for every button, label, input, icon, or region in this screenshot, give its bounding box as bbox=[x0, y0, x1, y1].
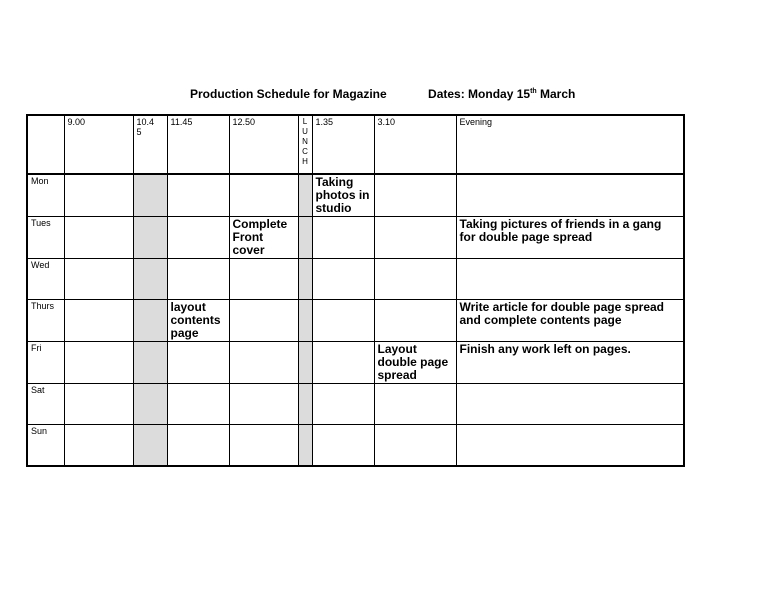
header-310: 3.10 bbox=[374, 115, 456, 174]
cell-1145 bbox=[167, 342, 229, 384]
header-1250: 12.50 bbox=[229, 115, 298, 174]
cell-lunch bbox=[298, 174, 312, 217]
cell-1145: layout contents page bbox=[167, 300, 229, 342]
cell-1045 bbox=[133, 425, 167, 467]
table-row bbox=[27, 259, 684, 300]
header-1045: 10.4 5 bbox=[133, 115, 167, 174]
table-row bbox=[27, 384, 684, 425]
dates-prefix: Dates: Monday 15 bbox=[428, 87, 531, 101]
dates-suffix: March bbox=[536, 87, 576, 101]
table-row bbox=[27, 217, 684, 259]
schedule-table bbox=[26, 114, 685, 467]
cell-1045 bbox=[133, 384, 167, 425]
cell-evening bbox=[456, 425, 684, 467]
cell-lunch bbox=[298, 259, 312, 300]
cell-135: Taking photos in studio bbox=[312, 174, 374, 217]
cell-1145 bbox=[167, 259, 229, 300]
page-title bbox=[190, 87, 575, 101]
header-evening: Evening bbox=[456, 115, 684, 174]
cell-evening bbox=[456, 259, 684, 300]
schedule-title: Production Schedule for Magazine bbox=[190, 87, 387, 101]
header-row bbox=[27, 115, 684, 174]
day-label: Sat bbox=[27, 384, 64, 425]
cell-1250 bbox=[229, 384, 298, 425]
cell-900 bbox=[64, 342, 133, 384]
cell-evening bbox=[456, 384, 684, 425]
cell-1250 bbox=[229, 342, 298, 384]
day-label: Mon bbox=[27, 174, 64, 217]
cell-135 bbox=[312, 342, 374, 384]
table-row bbox=[27, 342, 684, 384]
lunch-letter: U bbox=[302, 127, 308, 136]
cell-900 bbox=[64, 259, 133, 300]
cell-1145 bbox=[167, 217, 229, 259]
cell-1250 bbox=[229, 174, 298, 217]
day-label: Sun bbox=[27, 425, 64, 467]
corner-cell bbox=[27, 115, 64, 174]
cell-1250 bbox=[229, 259, 298, 300]
day-label: Tues bbox=[27, 217, 64, 259]
cell-900 bbox=[64, 217, 133, 259]
table-row bbox=[27, 300, 684, 342]
cell-evening: Taking pictures of friends in a gang for double page spread bbox=[456, 217, 684, 259]
cell-135 bbox=[312, 217, 374, 259]
cell-900 bbox=[64, 425, 133, 467]
cell-310 bbox=[374, 425, 456, 467]
lunch-letter: C bbox=[302, 147, 308, 156]
cell-1045 bbox=[133, 217, 167, 259]
cell-lunch bbox=[298, 217, 312, 259]
header-135: 1.35 bbox=[312, 115, 374, 174]
cell-evening: Write article for double page spread and complete contents page bbox=[456, 300, 684, 342]
lunch-letter: N bbox=[302, 137, 308, 146]
cell-900 bbox=[64, 300, 133, 342]
cell-1250 bbox=[229, 300, 298, 342]
header-lunch bbox=[298, 115, 312, 174]
cell-lunch bbox=[298, 384, 312, 425]
cell-1145 bbox=[167, 174, 229, 217]
cell-1145 bbox=[167, 425, 229, 467]
dates-ordinal: th bbox=[530, 88, 537, 95]
cell-1045 bbox=[133, 174, 167, 217]
cell-lunch bbox=[298, 342, 312, 384]
lunch-letter: H bbox=[302, 157, 308, 166]
cell-evening: Finish any work left on pages. bbox=[456, 342, 684, 384]
cell-310 bbox=[374, 174, 456, 217]
cell-1045 bbox=[133, 300, 167, 342]
cell-900 bbox=[64, 384, 133, 425]
table-row bbox=[27, 425, 684, 467]
cell-1145 bbox=[167, 384, 229, 425]
header-900: 9.00 bbox=[64, 115, 133, 174]
day-label: Wed bbox=[27, 259, 64, 300]
cell-135 bbox=[312, 259, 374, 300]
cell-135 bbox=[312, 300, 374, 342]
schedule-dates bbox=[428, 87, 575, 101]
cell-310 bbox=[374, 300, 456, 342]
cell-1045 bbox=[133, 342, 167, 384]
table-row bbox=[27, 174, 684, 217]
cell-135 bbox=[312, 425, 374, 467]
cell-1250: Complete Front cover bbox=[229, 217, 298, 259]
day-label: Thurs bbox=[27, 300, 64, 342]
cell-310 bbox=[374, 259, 456, 300]
cell-900 bbox=[64, 174, 133, 217]
lunch-letter: L bbox=[302, 117, 308, 126]
cell-1250 bbox=[229, 425, 298, 467]
cell-310 bbox=[374, 384, 456, 425]
cell-310: Layout double page spread bbox=[374, 342, 456, 384]
cell-1045 bbox=[133, 259, 167, 300]
cell-135 bbox=[312, 384, 374, 425]
cell-310 bbox=[374, 217, 456, 259]
cell-lunch bbox=[298, 300, 312, 342]
day-label: Fri bbox=[27, 342, 64, 384]
cell-evening bbox=[456, 174, 684, 217]
cell-lunch bbox=[298, 425, 312, 467]
header-1145: 11.45 bbox=[167, 115, 229, 174]
